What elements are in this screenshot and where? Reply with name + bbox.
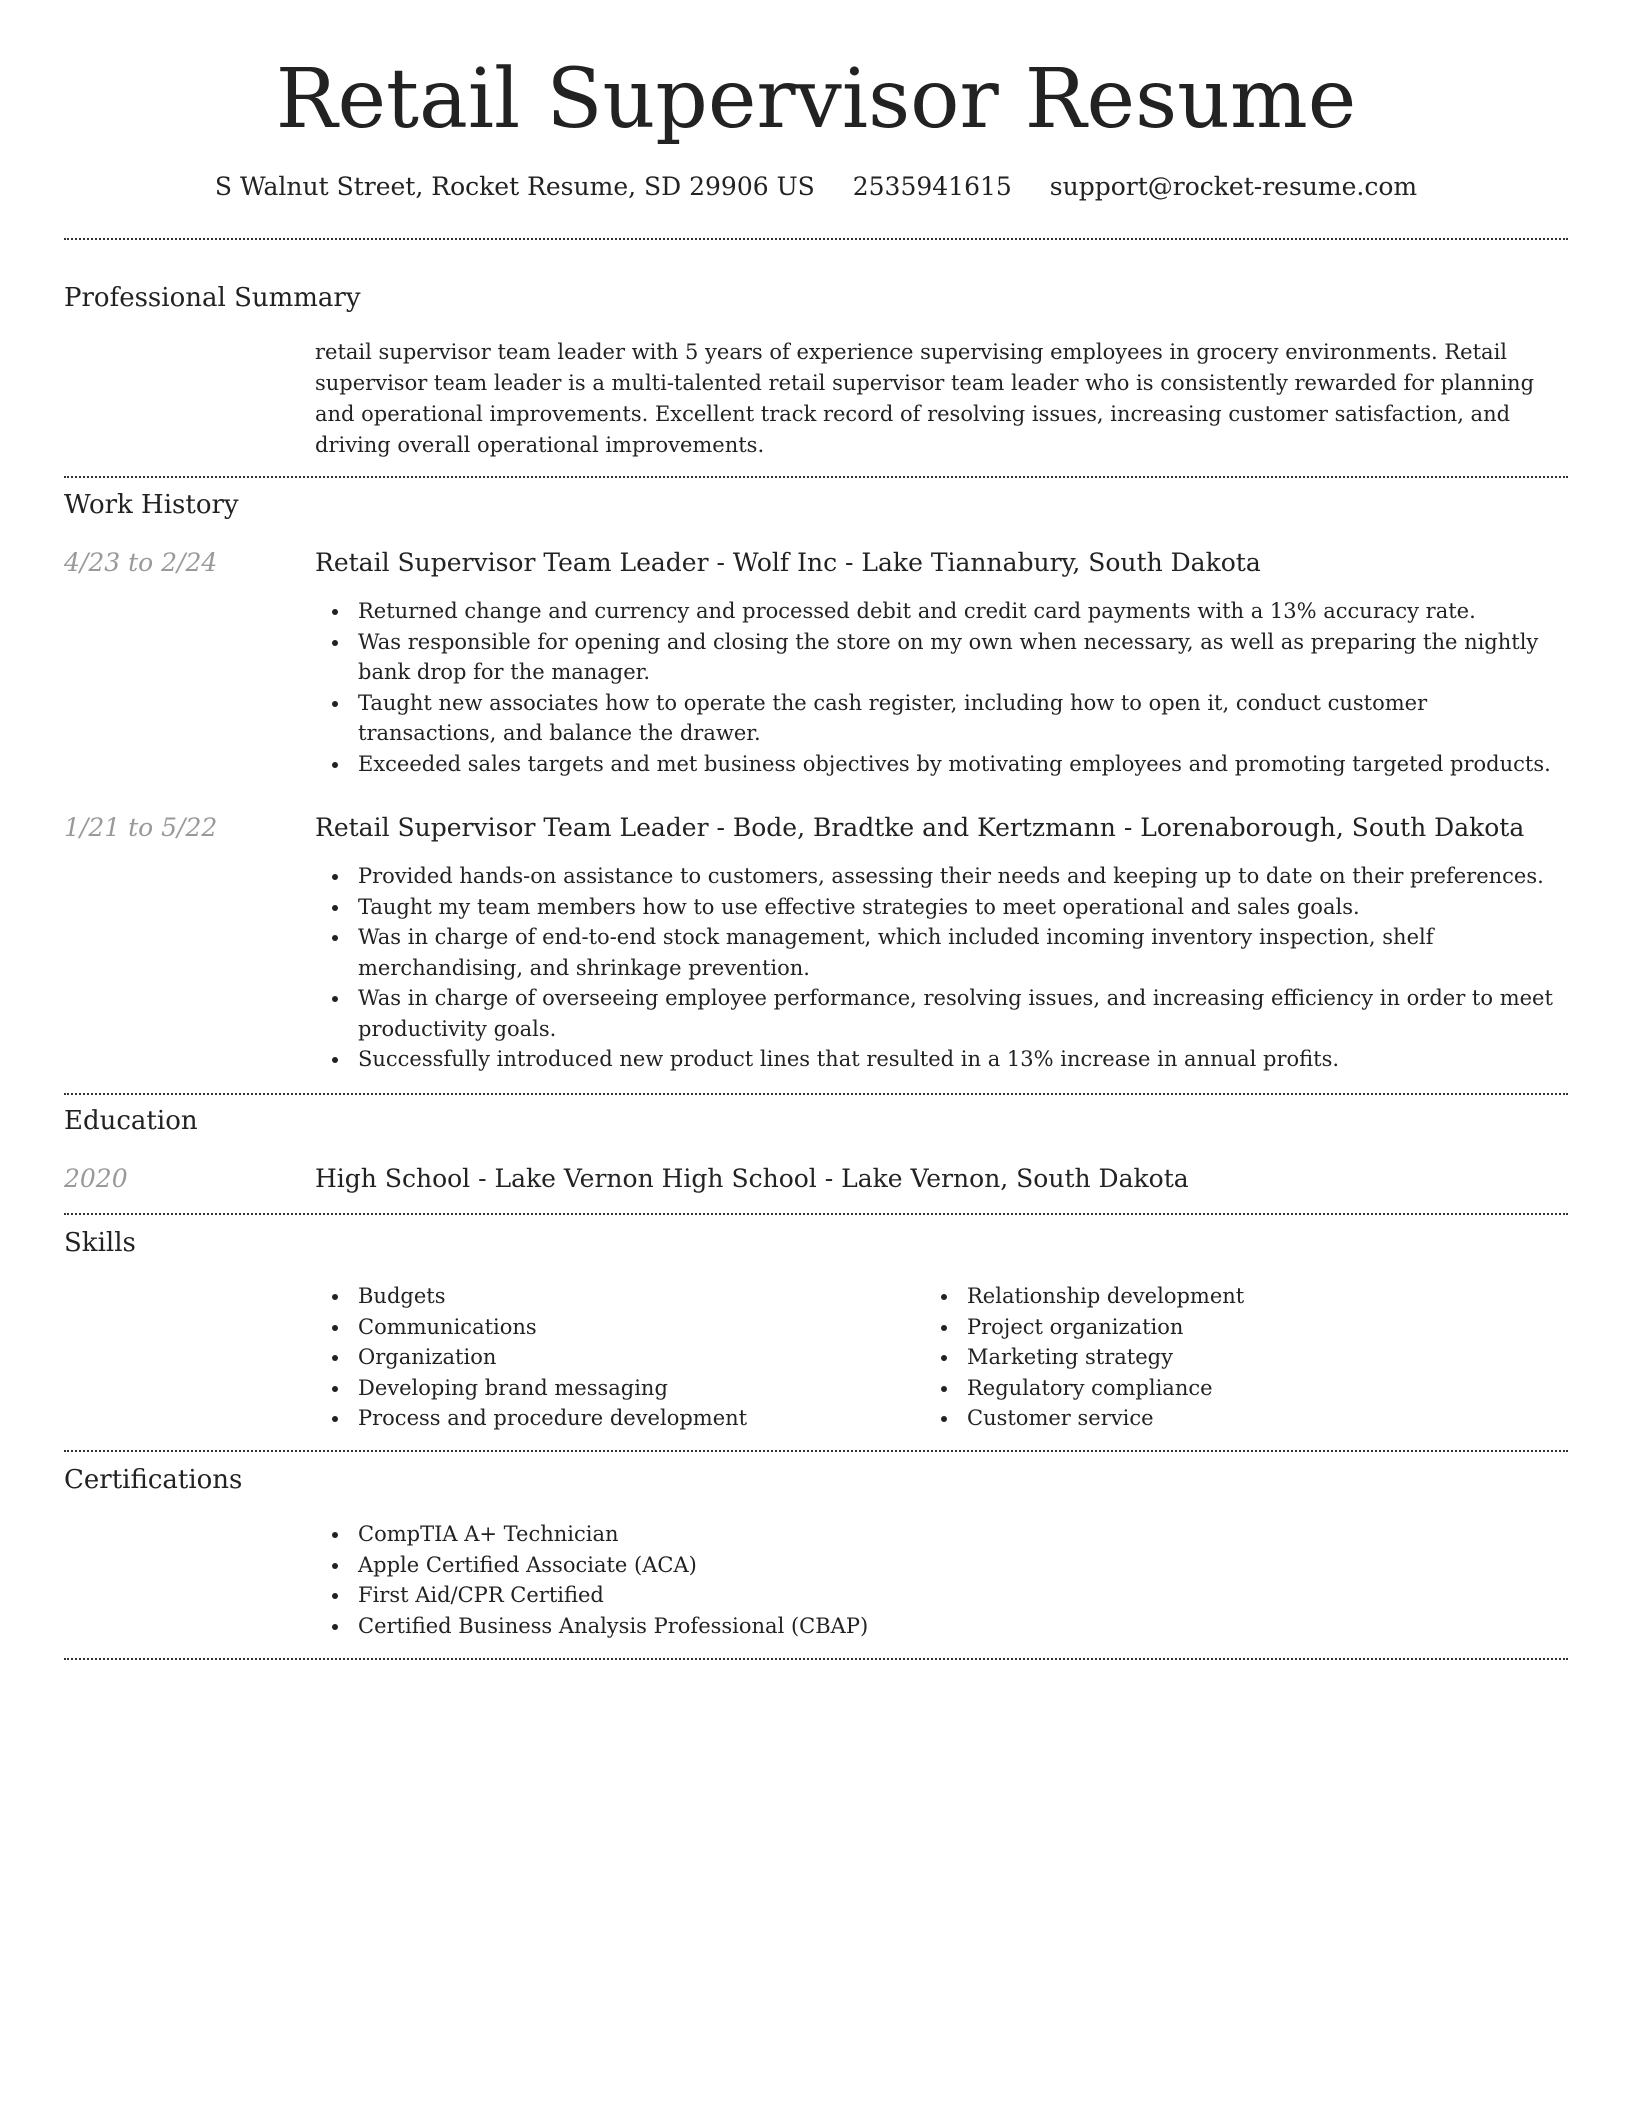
list-item: Successfully introduced new product lines that resulted in a 13% increase in annual profits. <box>358 1044 1568 1075</box>
certifications-list <box>315 1519 1358 1641</box>
list-item: Organization <box>358 1342 918 1373</box>
summary-text: retail supervisor team leader with 5 years of experience supervising employees in grocery environments. Retail supervisor team leader is a multi-talented retail supervisor team leader who is consistently rewarded for planning and operational improvements. Excellent track record of resolving issues, increasing customer satisfaction, and driving overall operational improvements. <box>315 340 1535 457</box>
education-heading: Education <box>64 1106 198 1136</box>
skills-list-left <box>315 1281 918 1434</box>
list-item: Taught new associates how to operate the cash register, including how to open it, conduct customer transactions, and balance the drawer. <box>358 688 1568 749</box>
summary-heading: Professional Summary <box>64 283 361 313</box>
list-item: CompTIA A+ Technician <box>358 1519 1358 1550</box>
job-bullet-list <box>315 861 1568 1075</box>
list-item: First Aid/CPR Certified <box>358 1580 1358 1611</box>
list-item: Certified Business Analysis Professional (CBAP) <box>358 1611 1358 1642</box>
job-title: Retail Supervisor Team Leader - Bode, Bradtke and Kertzmann - Lorenaborough, South Dakota <box>315 813 1525 842</box>
list-item: Relationship development <box>967 1281 1567 1312</box>
list-item: Project organization <box>967 1312 1567 1343</box>
list-item: Apple Certified Associate (ACA) <box>358 1550 1358 1581</box>
certifications-divider <box>64 1658 1568 1660</box>
list-item: Exceeded sales targets and met business objectives by motivating employees and promoting targeted products. <box>358 749 1568 780</box>
list-item: Regulatory compliance <box>967 1373 1567 1404</box>
list-item: Taught my team members how to use effective strategies to meet operational and sales goals. <box>358 892 1568 923</box>
contact-address: S Walnut Street, Rocket Resume, SD 29906 US <box>214 172 815 201</box>
skills-list-right <box>924 1281 1567 1434</box>
job-dates: 1/21 to 5/22 <box>64 813 218 842</box>
certifications-heading: Certifications <box>64 1465 243 1495</box>
contact-email: support@rocket-resume.com <box>1049 172 1418 201</box>
list-item: Was in charge of overseeing employee performance, resolving issues, and increasing efficiency in order to meet productivity goals. <box>358 983 1568 1044</box>
job-title: Retail Supervisor Team Leader - Wolf Inc - Lake Tiannabury, South Dakota <box>315 548 1261 577</box>
education-divider <box>64 1213 1568 1215</box>
work-history-heading: Work History <box>64 490 239 520</box>
education-entry: High School - Lake Vernon High School - Lake Vernon, South Dakota <box>315 1164 1189 1193</box>
resume-title: Retail Supervisor Resume <box>275 52 1357 147</box>
skills-divider <box>64 1450 1568 1452</box>
list-item: Returned change and currency and processed debit and credit card payments with a 13% accuracy rate. <box>358 596 1568 627</box>
header-divider <box>64 238 1568 240</box>
list-item: Developing brand messaging <box>358 1373 918 1404</box>
job-bullet-list <box>315 596 1568 779</box>
list-item: Was responsible for opening and closing the store on my own when necessary, as well as preparing the nightly bank drop for the manager. <box>358 627 1568 688</box>
list-item: Provided hands-on assistance to customers, assessing their needs and keeping up to date on their preferences. <box>358 861 1568 892</box>
contact-line <box>64 170 1568 204</box>
education-year: 2020 <box>64 1164 128 1193</box>
list-item: Was in charge of end-to-end stock management, which included incoming inventory inspection, shelf merchandising, and shrinkage prevention. <box>358 922 1568 983</box>
list-item: Customer service <box>967 1403 1567 1434</box>
contact-phone: 2535941615 <box>852 172 1012 201</box>
list-item: Process and procedure development <box>358 1403 918 1434</box>
skills-heading: Skills <box>64 1228 136 1258</box>
list-item: Marketing strategy <box>967 1342 1567 1373</box>
work-divider <box>64 1093 1568 1095</box>
job-dates: 4/23 to 2/24 <box>64 548 218 577</box>
list-item: Communications <box>358 1312 918 1343</box>
summary-divider <box>64 476 1568 478</box>
list-item: Budgets <box>358 1281 918 1312</box>
